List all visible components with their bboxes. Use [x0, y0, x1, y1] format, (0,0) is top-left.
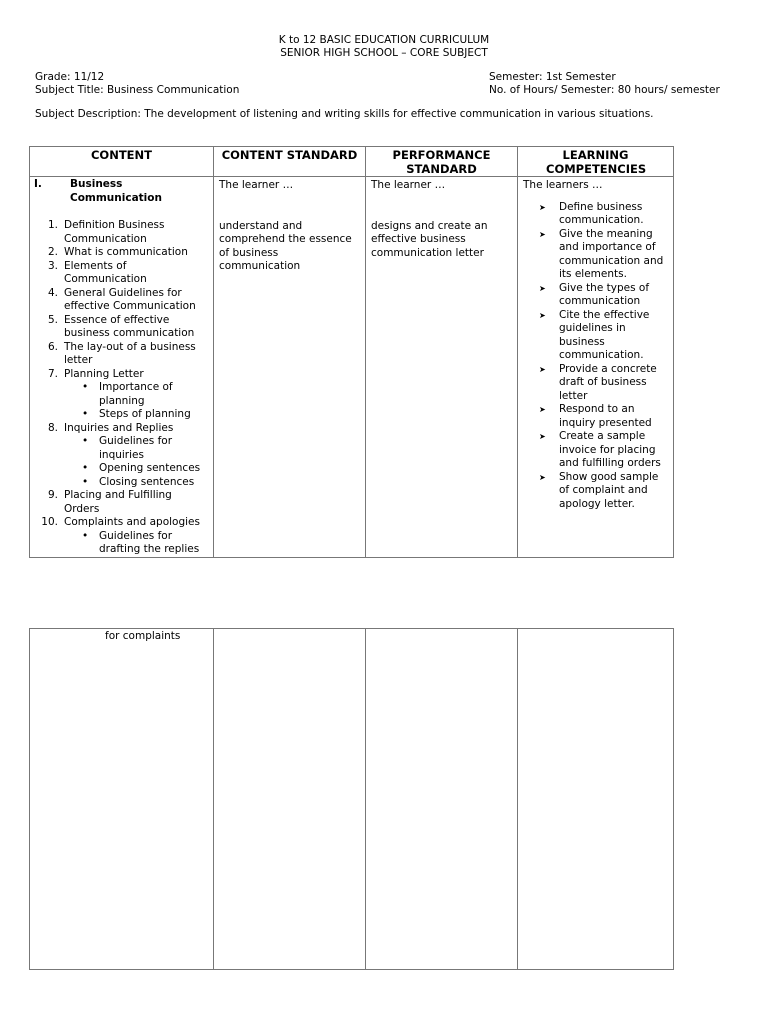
- semester-label: Semester: 1st Semester: [489, 71, 616, 83]
- header-learning-competencies: LEARNING COMPETENCIES: [518, 147, 674, 177]
- sub-list: [64, 435, 207, 489]
- list-item: ➤ Give the meaning and importance of communication and its elements.: [539, 227, 664, 280]
- list-item: ➤ Create a sample invoice for placing and fulfilling orders: [539, 430, 661, 469]
- list-item: ➤ Respond to an inquiry presented: [539, 403, 652, 429]
- empty-cell: [366, 629, 518, 970]
- arrow-bullet-icon: ➤: [539, 472, 546, 482]
- list-item: 1. Definition Business Communication: [47, 219, 165, 245]
- arrow-bullet-icon: ➤: [539, 405, 546, 414]
- sub-list-item: • Closing sentences: [64, 476, 207, 490]
- subject-title: Subject Title: Business Communication: [35, 84, 240, 96]
- sub-list-item: • Guidelines for inquiries: [64, 435, 207, 462]
- doc-title-line2: SENIOR HIGH SCHOOL – CORE SUBJECT: [280, 47, 488, 59]
- competencies-intro: The learners …: [523, 179, 603, 191]
- content-cell: [30, 177, 214, 558]
- list-item: ➤ Provide a concrete draft of business letter: [539, 362, 657, 402]
- table-header-row: [30, 147, 674, 177]
- table-row: [30, 629, 674, 970]
- section-heading: [30, 177, 213, 208]
- header-content: CONTENT: [30, 147, 214, 177]
- empty-cell: [518, 629, 674, 970]
- sub-list-item: • Importance of planning: [64, 381, 207, 408]
- list-item: 4. General Guidelines for effective Communication: [47, 286, 196, 312]
- header-performance-standard: PERFORMANCE STANDARD: [366, 147, 518, 177]
- curriculum-table: [29, 146, 674, 558]
- sub-list-item: • Steps of planning: [64, 408, 207, 422]
- content-standard-intro: The learner …: [219, 179, 294, 191]
- arrow-bullet-icon: ➤: [539, 283, 546, 293]
- list-item: 10. Complaints and apologies • Guidelines for drafting the replies: [30, 516, 207, 557]
- section-title: Business Communication: [70, 178, 162, 204]
- list-item: ➤ Show good sample of complaint and apology letter.: [539, 470, 659, 510]
- list-item: ➤ Define business communication.: [539, 200, 644, 226]
- list-item: 8. Inquiries and Replies • Guidelines for inquiries • Opening sentences • Closing sentences: [30, 422, 207, 490]
- arrow-bullet-icon: ➤: [539, 364, 546, 374]
- list-item: 7. Planning Letter • Importance of planning • Steps of planning: [30, 368, 207, 422]
- table-row: [30, 177, 674, 558]
- learning-competencies-cell: [518, 177, 674, 558]
- section-number: I.: [34, 178, 42, 190]
- empty-cell: [214, 629, 366, 970]
- list-item: 3. Elements of Communication: [47, 259, 147, 285]
- sub-list: [64, 530, 207, 557]
- arrow-bullet-icon: ➤: [539, 310, 546, 320]
- continuation-text: for complaints: [105, 630, 181, 642]
- list-item: ➤ Cite the effective guidelines in business communication.: [539, 308, 650, 361]
- grade-label: Grade: 11/12: [35, 71, 105, 83]
- sub-list-item: • Opening sentences: [64, 462, 207, 476]
- doc-title-line1: K to 12 BASIC EDUCATION CURRICULUM: [278, 34, 490, 46]
- performance-standard-cell: [366, 177, 518, 558]
- sub-list-item: • Guidelines for drafting the replies: [64, 530, 207, 557]
- content-cell-continued: [30, 629, 214, 970]
- list-item: 2. What is communication: [47, 246, 188, 258]
- continuation-table: [29, 628, 674, 970]
- topic-list: [30, 219, 207, 557]
- header-content-standard: CONTENT STANDARD: [214, 147, 366, 177]
- list-item: 6. The lay-out of a business letter: [47, 340, 196, 366]
- arrow-bullet-icon: ➤: [539, 432, 546, 441]
- content-standard-cell: [214, 177, 366, 558]
- list-item: 5. Essence of effective business communication: [47, 313, 195, 339]
- sub-list: [64, 381, 207, 422]
- arrow-bullet-icon: ➤: [539, 229, 546, 239]
- list-item: ➤ Give the types of communication: [539, 281, 650, 307]
- performance-standard-text: designs and create an effective business communication letter: [371, 219, 488, 259]
- list-item: 9. Placing and Fulfilling Orders: [47, 489, 172, 515]
- hours-label: No. of Hours/ Semester: 80 hours/ semester: [489, 84, 720, 96]
- performance-standard-intro: The learner …: [371, 179, 446, 191]
- competency-list: [523, 201, 667, 512]
- arrow-bullet-icon: ➤: [539, 202, 546, 212]
- subject-description: Subject Description: The development of listening and writing skills for effective communication in various situations.: [35, 108, 654, 120]
- content-standard-text: understand and comprehend the essence of business communication: [219, 219, 352, 272]
